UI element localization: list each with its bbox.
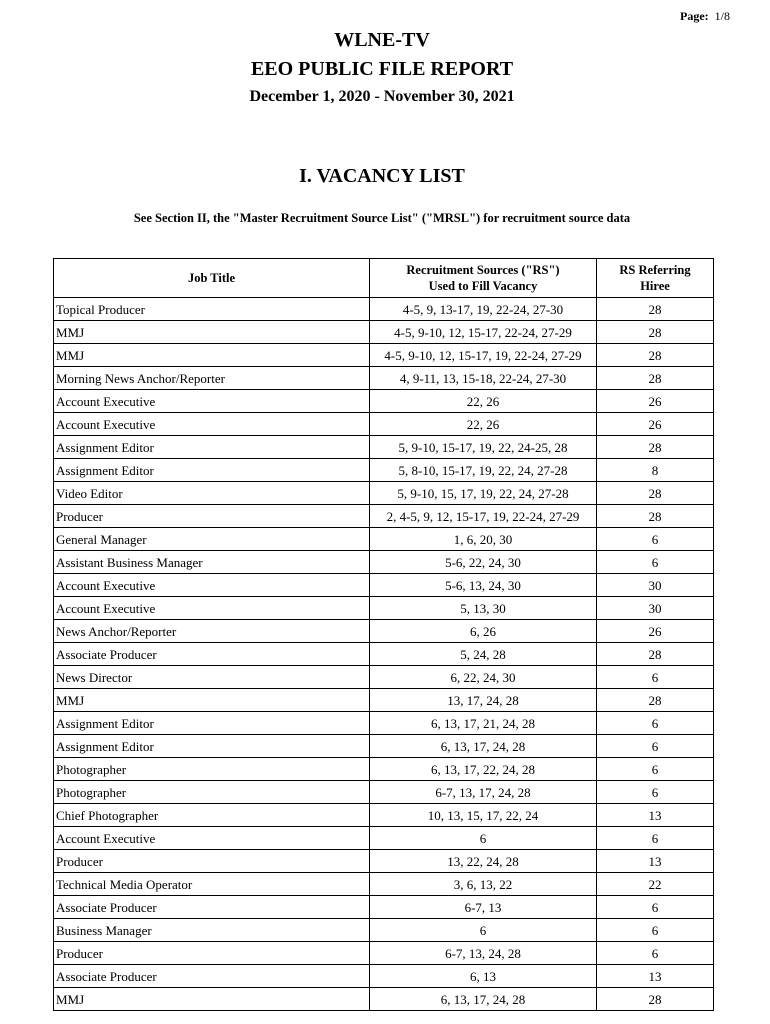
job-title-cell: Assignment Editor [54,712,370,735]
job-title-cell: Video Editor [54,482,370,505]
table-row [54,804,714,827]
report-title: EEO PUBLIC FILE REPORT [250,58,514,80]
table-row [54,551,714,574]
table-row [54,942,714,965]
recruitment-sources-cell: 6-7, 13 [370,896,597,919]
table-row [54,712,714,735]
recruitment-sources-cell: 6, 22, 24, 30 [370,666,597,689]
rs-referring-hiree-cell: 6 [597,551,714,574]
job-title-cell: MMJ [54,344,370,367]
job-title-cell: Associate Producer [54,643,370,666]
job-title-cell: Assistant Business Manager [54,551,370,574]
rs-referring-hiree-cell: 26 [597,620,714,643]
recruitment-sources-cell: 6, 13, 17, 24, 28 [370,735,597,758]
recruitment-sources-cell: 6-7, 13, 17, 24, 28 [370,781,597,804]
recruitment-sources-cell: 4-5, 9-10, 12, 15-17, 19, 22-24, 27-29 [370,344,597,367]
report-period: December 1, 2020 - November 30, 2021 [249,88,515,105]
job-title-cell: Assignment Editor [54,735,370,758]
rs-referring-hiree-cell: 26 [597,390,714,413]
recruitment-sources-cell: 2, 4-5, 9, 12, 15-17, 19, 22-24, 27-29 [370,505,597,528]
job-title-cell: MMJ [54,988,370,1011]
job-title-cell: MMJ [54,689,370,712]
table-row [54,321,714,344]
table-row [54,666,714,689]
rs-referring-hiree-cell: 6 [597,827,714,850]
rs-referring-hiree-cell: 28 [597,367,714,390]
job-title-cell: Account Executive [54,827,370,850]
table-row [54,482,714,505]
rs-referring-hiree-cell: 28 [597,298,714,321]
recruitment-sources-cell: 13, 22, 24, 28 [370,850,597,873]
recruitment-sources-cell: 5, 24, 28 [370,643,597,666]
recruitment-sources-cell: 4-5, 9-10, 12, 15-17, 22-24, 27-29 [370,321,597,344]
recruitment-sources-cell: 4, 9-11, 13, 15-18, 22-24, 27-30 [370,367,597,390]
recruitment-sources-cell: 5-6, 22, 24, 30 [370,551,597,574]
job-title-cell: Associate Producer [54,965,370,988]
recruitment-sources-cell: 22, 26 [370,413,597,436]
table-row [54,574,714,597]
rs-referring-hiree-cell: 8 [597,459,714,482]
rs-referring-hiree-cell: 6 [597,666,714,689]
job-title-cell: News Anchor/Reporter [54,620,370,643]
table-row [54,988,714,1011]
recruitment-sources-cell: 5, 9-10, 15-17, 19, 22, 24-25, 28 [370,436,597,459]
job-title-cell: Photographer [54,758,370,781]
recruitment-sources-cell: 6, 13, 17, 21, 24, 28 [370,712,597,735]
header-job-title: Job Title [54,259,370,298]
page-number-label: Page: [680,9,709,23]
recruitment-sources-cell: 6, 13 [370,965,597,988]
rs-referring-hiree-cell: 13 [597,804,714,827]
table-row [54,390,714,413]
table-row [54,505,714,528]
rs-referring-hiree-cell: 30 [597,597,714,620]
vacancy-table-body [54,298,714,1011]
job-title-cell: MMJ [54,321,370,344]
rs-referring-hiree-cell: 13 [597,850,714,873]
job-title-cell: Technical Media Operator [54,873,370,896]
table-header-row [54,259,714,298]
job-title-cell: Chief Photographer [54,804,370,827]
job-title-cell: General Manager [54,528,370,551]
recruitment-sources-cell: 6 [370,827,597,850]
table-row [54,827,714,850]
header-sources-line1: Recruitment Sources ("RS") [406,263,560,277]
job-title-cell: News Director [54,666,370,689]
job-title-cell: Producer [54,942,370,965]
rs-referring-hiree-cell: 6 [597,712,714,735]
rs-referring-hiree-cell: 6 [597,942,714,965]
table-row [54,850,714,873]
recruitment-sources-cell: 22, 26 [370,390,597,413]
table-row [54,413,714,436]
job-title-cell: Producer [54,850,370,873]
table-row [54,459,714,482]
job-title-cell: Producer [54,505,370,528]
recruitment-sources-cell: 6, 13, 17, 22, 24, 28 [370,758,597,781]
table-row [54,735,714,758]
rs-referring-hiree-cell: 6 [597,781,714,804]
rs-referring-hiree-cell: 22 [597,873,714,896]
rs-referring-hiree-cell: 26 [597,413,714,436]
rs-referring-hiree-cell: 13 [597,965,714,988]
recruitment-sources-cell: 5, 8-10, 15-17, 19, 22, 24, 27-28 [370,459,597,482]
recruitment-sources-cell: 1, 6, 20, 30 [370,528,597,551]
table-row [54,689,714,712]
job-title-cell: Account Executive [54,413,370,436]
table-row [54,344,714,367]
section-note: See Section II, the "Master Recruitment Source List" ("MRSL") for recruitment source data [133,211,631,225]
section-title: I. VACANCY LIST [299,165,465,187]
job-title-cell: Photographer [54,781,370,804]
recruitment-sources-cell: 5, 13, 30 [370,597,597,620]
table-row [54,298,714,321]
recruitment-sources-cell: 6-7, 13, 24, 28 [370,942,597,965]
rs-referring-hiree-cell: 6 [597,735,714,758]
table-row [54,367,714,390]
rs-referring-hiree-cell: 28 [597,482,714,505]
job-title-cell: Account Executive [54,597,370,620]
recruitment-sources-cell: 13, 17, 24, 28 [370,689,597,712]
table-row [54,597,714,620]
table-row [54,643,714,666]
job-title-cell: Assignment Editor [54,459,370,482]
rs-referring-hiree-cell: 6 [597,528,714,551]
recruitment-sources-cell: 5, 9-10, 15, 17, 19, 22, 24, 27-28 [370,482,597,505]
rs-referring-hiree-cell: 6 [597,758,714,781]
rs-referring-hiree-cell: 28 [597,643,714,666]
rs-referring-hiree-cell: 28 [597,321,714,344]
recruitment-sources-cell: 6, 26 [370,620,597,643]
vacancy-table [53,258,714,1011]
job-title-cell: Associate Producer [54,896,370,919]
page-number [680,9,730,24]
job-title-cell: Assignment Editor [54,436,370,459]
header-sources-line2: Used to Fill Vacancy [428,279,538,293]
job-title-cell: Topical Producer [54,298,370,321]
header-referring-line2: Hiree [640,279,670,293]
recruitment-sources-cell: 3, 6, 13, 22 [370,873,597,896]
table-row [54,758,714,781]
header-recruitment-sources [370,259,597,298]
rs-referring-hiree-cell: 28 [597,988,714,1011]
station-name: WLNE-TV [334,29,430,51]
rs-referring-hiree-cell: 6 [597,919,714,942]
rs-referring-hiree-cell: 6 [597,896,714,919]
rs-referring-hiree-cell: 28 [597,436,714,459]
rs-referring-hiree-cell: 28 [597,344,714,367]
header-referring-line1: RS Referring [619,263,691,277]
job-title-cell: Morning News Anchor/Reporter [54,367,370,390]
table-row [54,965,714,988]
table-row [54,781,714,804]
rs-referring-hiree-cell: 28 [597,505,714,528]
job-title-cell: Account Executive [54,574,370,597]
table-row [54,528,714,551]
recruitment-sources-cell: 6, 13, 17, 24, 28 [370,988,597,1011]
recruitment-sources-cell: 5-6, 13, 24, 30 [370,574,597,597]
rs-referring-hiree-cell: 28 [597,689,714,712]
recruitment-sources-cell: 10, 13, 15, 17, 22, 24 [370,804,597,827]
recruitment-sources-cell: 4-5, 9, 13-17, 19, 22-24, 27-30 [370,298,597,321]
header-rs-referring-hiree [597,259,714,298]
rs-referring-hiree-cell: 30 [597,574,714,597]
table-row [54,873,714,896]
job-title-cell: Account Executive [54,390,370,413]
table-row [54,896,714,919]
table-row [54,919,714,942]
table-row [54,620,714,643]
page-number-value: 1/8 [714,9,730,23]
job-title-cell: Business Manager [54,919,370,942]
recruitment-sources-cell: 6 [370,919,597,942]
table-row [54,436,714,459]
